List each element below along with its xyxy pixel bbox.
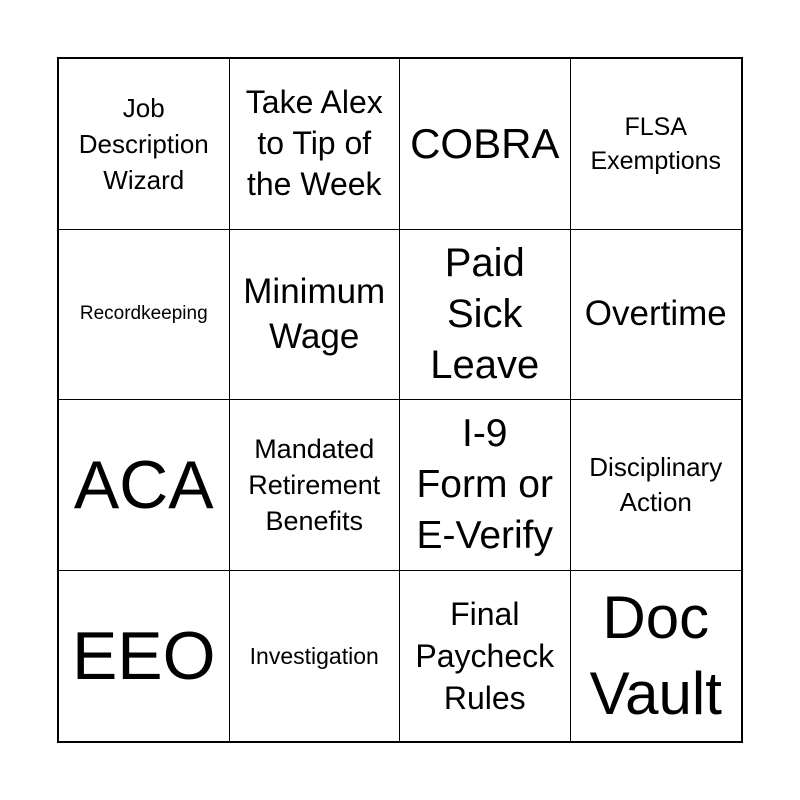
cell-label: I-9 Form or E-Verify (416, 412, 554, 558)
bingo-cell-minimum-wage[interactable] (230, 230, 401, 401)
cell-label: Minimum Wage (243, 272, 386, 357)
cell-label: ACA (73, 446, 214, 523)
bingo-cell-aca[interactable] (59, 400, 230, 571)
bingo-cell-take-alex-to-tip[interactable] (230, 59, 401, 230)
bingo-cell-flsa-exemptions[interactable] (571, 59, 742, 230)
cell-label: Overtime (584, 294, 727, 334)
cell-label: Paid Sick Leave (430, 240, 540, 387)
bingo-cell-investigation[interactable] (230, 571, 401, 742)
bingo-cell-eeo[interactable] (59, 571, 230, 742)
cell-label: Doc Vault (589, 583, 722, 727)
bingo-cell-overtime[interactable] (571, 230, 742, 401)
bingo-board (57, 57, 743, 743)
bingo-cell-disciplinary-action[interactable] (571, 400, 742, 571)
bingo-cell-cobra[interactable] (400, 59, 571, 230)
cell-label: COBRA (410, 119, 560, 167)
bingo-cell-mandated-retirement-benefits[interactable] (230, 400, 401, 571)
cell-label: Mandated Retirement Benefits (248, 433, 381, 536)
bingo-cell-paid-sick-leave[interactable] (400, 230, 571, 401)
bingo-cell-final-paycheck-rules[interactable] (400, 571, 571, 742)
cell-label: Final Paycheck Rules (415, 595, 555, 716)
bingo-cell-job-description-wizard[interactable] (59, 59, 230, 230)
cell-label: Take Alex to Tip of the Week (245, 84, 383, 203)
bingo-cell-doc-vault[interactable] (571, 571, 742, 742)
cell-label: EEO (71, 617, 216, 694)
cell-label: Disciplinary Action (589, 451, 723, 517)
cell-label: Recordkeeping (79, 303, 208, 325)
bingo-cell-recordkeeping[interactable] (59, 230, 230, 401)
bingo-cell-i9-form-or-e-verify[interactable] (400, 400, 571, 571)
cell-label: Investigation (249, 642, 379, 669)
cell-label: Job Description Wizard (78, 92, 209, 195)
cell-label: FLSA Exemptions (590, 112, 722, 175)
